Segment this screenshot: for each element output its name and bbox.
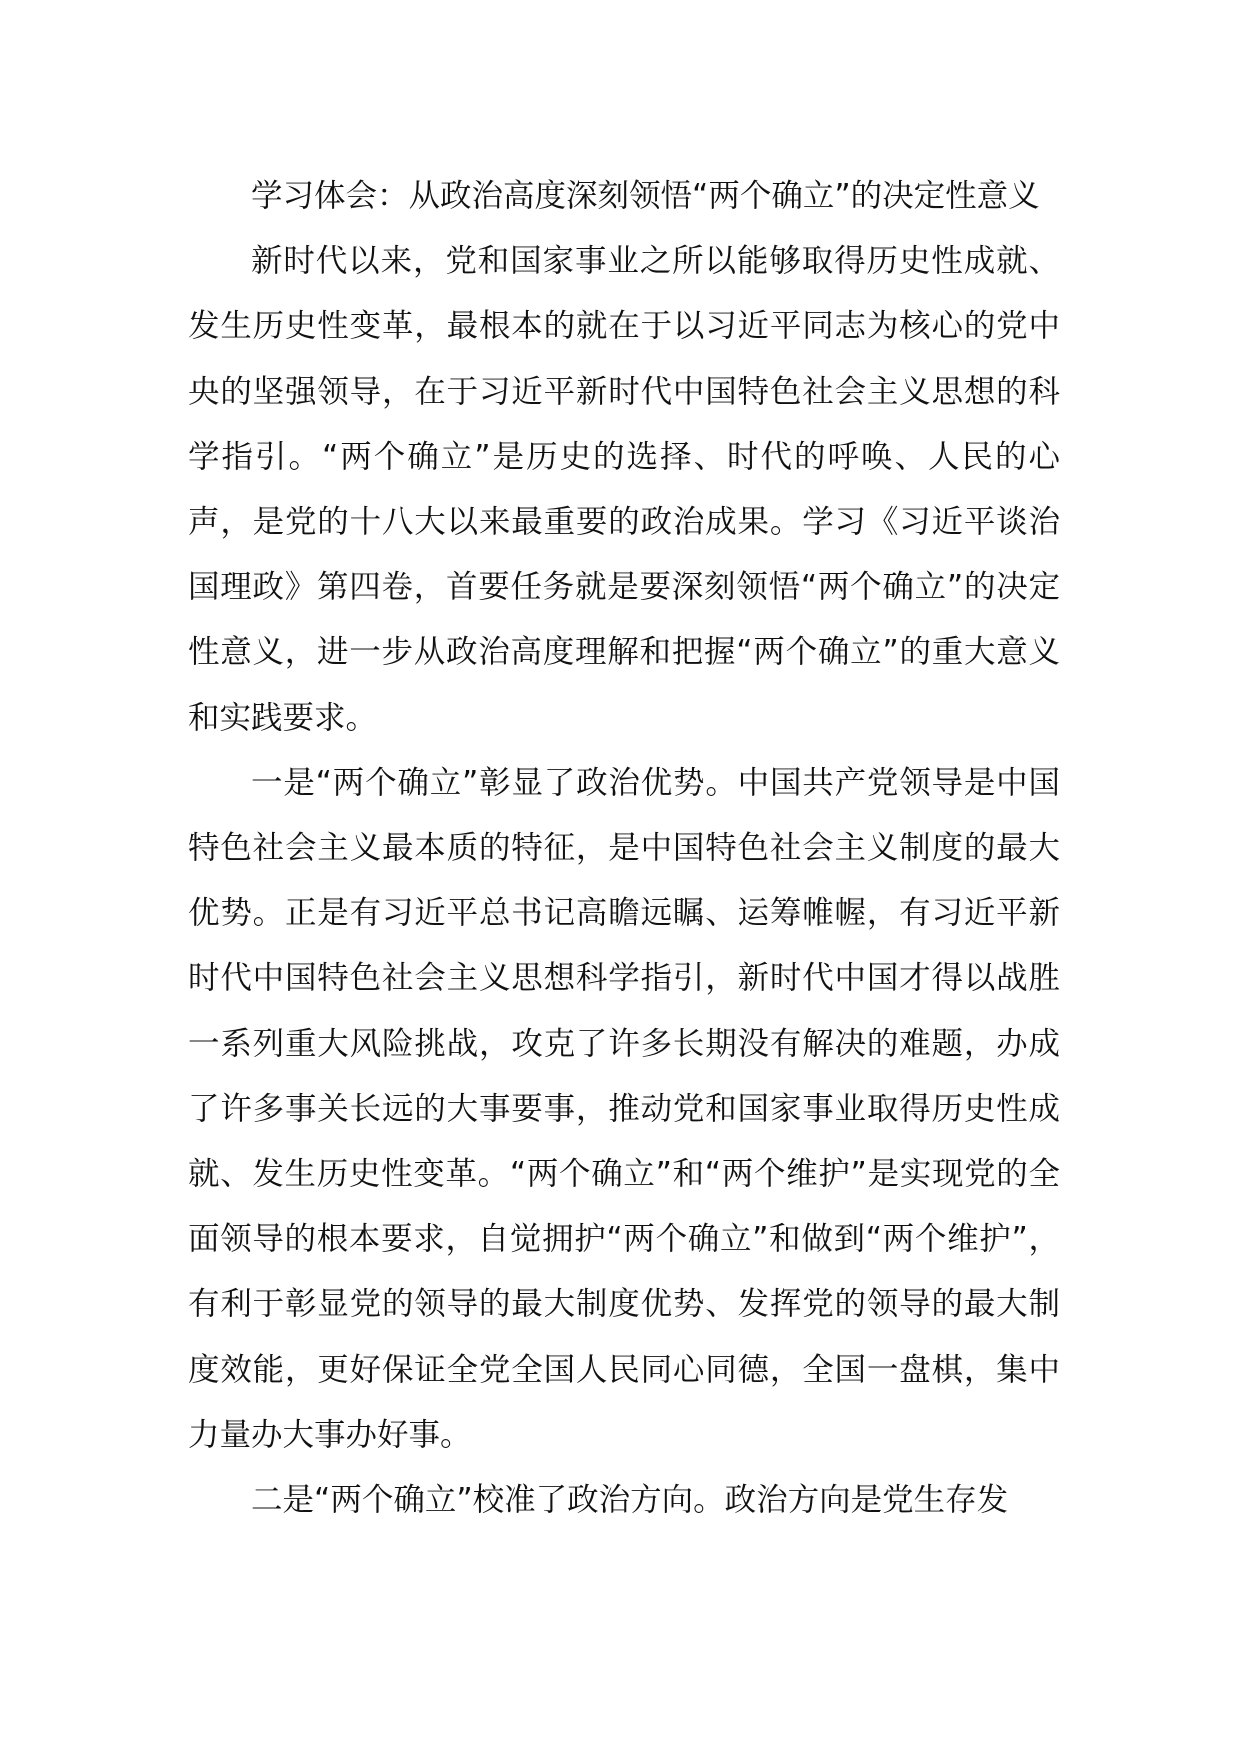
document-body [188,164,1060,1533]
paragraph-intro: 新时代以来，党和国家事业之所以能够取得历史性成就、发生历史性变革，最根本的就在于以习近平同志为核心的党中央的坚强领导，在于习近平新时代中国特色社会主义思想的科学指引。“两个确立”是历史的选择、时代的呼唤、人民的心声，是党的十八大以来最重要的政治成果。学习《习近平谈治国理政》第四卷，首要任务就是要深刻领悟“两个确立”的决定性意义，进一步从政治高度理解和把握“两个确立”的重大意义和实践要求。 [188,243,1060,736]
paragraph-point-one: 一是“两个确立”彰显了政治优势。中国共产党领导是中国特色社会主义最本质的特征，是中国特色社会主义制度的最大优势。正是有习近平总书记高瞻远瞩、运筹帷幄，有习近平新时代中国特色社会主义思想科学指引，新时代中国才得以战胜一系列重大风险挑战，攻克了许多长期没有解决的难题，办成了许多事关长远的大事要事，推动党和国家事业取得历史性成就、发生历史性变革。“两个确立”和“两个维护”是实现党的全面领导的根本要求，自觉拥护“两个确立”和做到“两个维护”，有利于彰显党的领导的最大制度优势、发挥党的领导的最大制度效能，更好保证全党全国人民同心同德，全国一盘棋，集中力量办大事办好事。 [188,764,1060,1453]
document-title: 学习体会：从政治高度深刻领悟“两个确立”的决定性意义 [251,178,1040,214]
paragraph-point-two: 二是“两个确立”校准了政治方向。政治方向是党生存发 [251,1482,1009,1519]
